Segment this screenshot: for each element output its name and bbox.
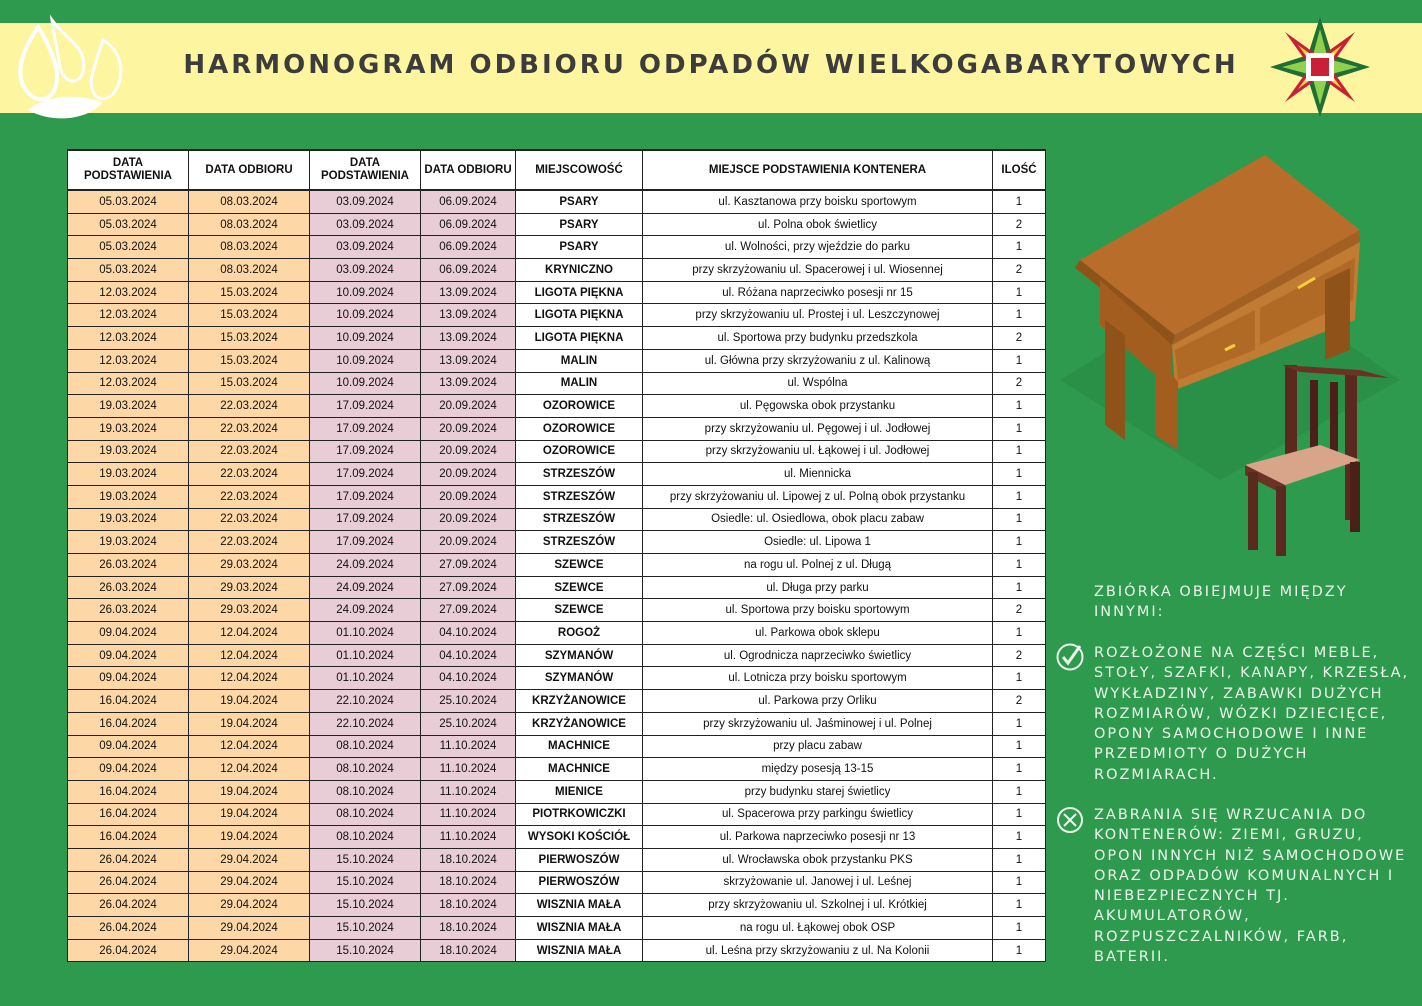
cell-pickup-date-autumn: 11.10.2024 [421,826,516,849]
cell-locality: PSARY [516,190,643,213]
cell-locality: WISZNIA MAŁA [516,917,643,940]
cell-locality: KRZYŻANOWICE [516,690,643,713]
cell-pickup-date-autumn: 20.09.2024 [421,440,516,463]
cell-container-location: przy skrzyżowaniu ul. Szkolnej i ul. Krótkiej [643,894,993,917]
cell-delivery-date-spring: 19.03.2024 [68,508,189,531]
cell-pickup-date-autumn: 13.09.2024 [421,281,516,304]
cell-container-location: ul. Główna przy skrzyżowaniu z ul. Kalinową [643,349,993,372]
table-row [68,213,1046,236]
cell-container-location: przy skrzyżowaniu ul. Pęgowej i ul. Jodłowej [643,417,993,440]
cell-pickup-date-spring: 15.03.2024 [189,281,310,304]
cell-locality: PSARY [516,213,643,236]
cell-delivery-date-spring: 26.04.2024 [68,848,189,871]
cell-delivery-date-autumn: 10.09.2024 [310,304,421,327]
table-row [68,531,1046,554]
cell-pickup-date-spring: 22.03.2024 [189,440,310,463]
cell-pickup-date-autumn: 06.09.2024 [421,213,516,236]
table-row [68,712,1046,735]
cell-container-location: ul. Sportowa przy boisku sportowym [643,599,993,622]
cell-container-location: na rogu ul. Łąkowej obok OSP [643,917,993,940]
cell-locality: PIOTRKOWICZKI [516,803,643,826]
cell-pickup-date-spring: 29.04.2024 [189,894,310,917]
cell-locality: OZOROWICE [516,395,643,418]
folk-emblem-icon [1260,12,1380,122]
cell-delivery-date-autumn: 17.09.2024 [310,531,421,554]
cell-locality: MACHNICE [516,735,643,758]
cell-delivery-date-autumn: 15.10.2024 [310,917,421,940]
collection-schedule-table [67,149,1046,962]
cell-pickup-date-spring: 15.03.2024 [189,349,310,372]
cell-quantity: 1 [993,917,1046,940]
cell-container-location: skrzyżowanie ul. Janowej i ul. Leśnej [643,871,993,894]
cell-pickup-date-spring: 19.04.2024 [189,780,310,803]
cell-pickup-date-autumn: 18.10.2024 [421,894,516,917]
table-row [68,372,1046,395]
cell-container-location: ul. Ogrodnicza naprzeciwko świetlicy [643,644,993,667]
cell-locality: KRYNICZNO [516,259,643,282]
cell-pickup-date-autumn: 13.09.2024 [421,304,516,327]
cell-pickup-date-spring: 19.04.2024 [189,826,310,849]
cell-pickup-date-spring: 22.03.2024 [189,395,310,418]
cell-quantity: 1 [993,712,1046,735]
cell-pickup-date-spring: 12.04.2024 [189,667,310,690]
cell-delivery-date-autumn: 24.09.2024 [310,599,421,622]
cell-quantity: 1 [993,803,1046,826]
cell-delivery-date-autumn: 03.09.2024 [310,236,421,259]
forbidden-items-text: ZABRANIA SIĘ WRZUCANIA DO KONTENERÓW: ZIEMI, GRUZU, OPON INNYCH NIŻ SAMOCHODOWE ORAZ ODPADÓW KOMUNALNYCH I NIEBEZPIECZNYCH TJ. AKUMULATORÓW, ROZPUSZCZALNIKÓW, FARB, BATERII. [1094,807,1407,966]
table-row [68,327,1046,350]
cell-pickup-date-spring: 22.03.2024 [189,531,310,554]
cell-delivery-date-autumn: 01.10.2024 [310,667,421,690]
cell-container-location: ul. Różana naprzeciwko posesji nr 15 [643,281,993,304]
cell-locality: SZEWCE [516,576,643,599]
cell-container-location: ul. Parkowa przy Orliku [643,690,993,713]
cell-container-location: ul. Leśna przy skrzyżowaniu z ul. Na Kolonii [643,939,993,962]
cell-delivery-date-spring: 26.04.2024 [68,894,189,917]
cell-locality: SZEWCE [516,599,643,622]
cell-delivery-date-spring: 26.03.2024 [68,554,189,577]
cell-delivery-date-autumn: 22.10.2024 [310,712,421,735]
cell-container-location: Osiedle: ul. Osiedlowa, obok placu zabaw [643,508,993,531]
cell-locality: STRZESZÓW [516,531,643,554]
cell-pickup-date-spring: 29.04.2024 [189,939,310,962]
cell-locality: STRZESZÓW [516,508,643,531]
cell-delivery-date-autumn: 01.10.2024 [310,622,421,645]
cell-delivery-date-spring: 26.03.2024 [68,599,189,622]
cell-pickup-date-spring: 08.03.2024 [189,213,310,236]
cell-delivery-date-spring: 05.03.2024 [68,236,189,259]
cell-pickup-date-autumn: 06.09.2024 [421,259,516,282]
cell-delivery-date-autumn: 10.09.2024 [310,372,421,395]
cell-pickup-date-spring: 29.04.2024 [189,871,310,894]
cell-pickup-date-autumn: 20.09.2024 [421,508,516,531]
table-row [68,463,1046,486]
cell-locality: SZEWCE [516,554,643,577]
cell-quantity: 1 [993,780,1046,803]
cell-quantity: 1 [993,349,1046,372]
cell-quantity: 1 [993,508,1046,531]
cell-pickup-date-spring: 29.04.2024 [189,848,310,871]
cell-quantity: 1 [993,554,1046,577]
cell-pickup-date-autumn: 18.10.2024 [421,871,516,894]
cell-quantity: 2 [993,213,1046,236]
cell-pickup-date-autumn: 25.10.2024 [421,690,516,713]
table-row [68,554,1046,577]
cell-pickup-date-spring: 22.03.2024 [189,485,310,508]
cell-container-location: ul. Lotnicza przy boisku sportowym [643,667,993,690]
cell-delivery-date-spring: 05.03.2024 [68,213,189,236]
cell-pickup-date-spring: 15.03.2024 [189,327,310,350]
cell-locality: PIERWOSZÓW [516,871,643,894]
cell-delivery-date-spring: 19.03.2024 [68,395,189,418]
cell-quantity: 1 [993,576,1046,599]
cell-quantity: 1 [993,848,1046,871]
cell-pickup-date-spring: 29.03.2024 [189,576,310,599]
cell-delivery-date-spring: 12.03.2024 [68,281,189,304]
cell-locality: OZOROWICE [516,417,643,440]
cell-locality: OZOROWICE [516,440,643,463]
cell-delivery-date-spring: 26.04.2024 [68,871,189,894]
cell-pickup-date-spring: 15.03.2024 [189,372,310,395]
cell-pickup-date-spring: 29.04.2024 [189,917,310,940]
cell-quantity: 1 [993,871,1046,894]
cell-delivery-date-autumn: 15.10.2024 [310,871,421,894]
table-row [68,758,1046,781]
cell-quantity: 1 [993,939,1046,962]
cell-quantity: 1 [993,440,1046,463]
cell-pickup-date-spring: 12.04.2024 [189,644,310,667]
cell-delivery-date-autumn: 08.10.2024 [310,803,421,826]
allowed-items-text: ROZŁOŻONE NA CZĘŚCI MEBLE, STOŁY, SZAFKI, KANAPY, KRZESŁA, WYKŁADZINY, ZABAWKI DUŻYCH ROZMIARÓW, WÓZKI DZIECIĘCE, OPONY SAMOCHODOWE I INNE PRZEDMIOTY O DUŻYCH ROZMIARACH. [1094,645,1410,783]
cell-quantity: 1 [993,395,1046,418]
cell-pickup-date-spring: 08.03.2024 [189,236,310,259]
cell-delivery-date-spring: 12.03.2024 [68,349,189,372]
cell-quantity: 2 [993,644,1046,667]
cell-delivery-date-spring: 12.03.2024 [68,327,189,350]
cell-container-location: przy budynku starej świetlicy [643,780,993,803]
cell-delivery-date-spring: 19.03.2024 [68,440,189,463]
header-pickup-date-autumn: DATA ODBIORU [421,150,516,190]
table-row [68,417,1046,440]
cell-container-location: przy skrzyżowaniu ul. Jaśminowej i ul. Polnej [643,712,993,735]
table-row [68,667,1046,690]
cell-container-location: przy skrzyżowaniu ul. Łąkowej i ul. Jodłowej [643,440,993,463]
cell-container-location: ul. Polna obok świetlicy [643,213,993,236]
table-row [68,917,1046,940]
cell-delivery-date-spring: 05.03.2024 [68,259,189,282]
cell-delivery-date-spring: 16.04.2024 [68,712,189,735]
cell-pickup-date-autumn: 04.10.2024 [421,644,516,667]
cell-pickup-date-spring: 22.03.2024 [189,508,310,531]
cell-pickup-date-spring: 29.03.2024 [189,554,310,577]
cell-delivery-date-spring: 12.03.2024 [68,304,189,327]
cell-pickup-date-autumn: 27.09.2024 [421,599,516,622]
table-row [68,259,1046,282]
cell-quantity: 2 [993,259,1046,282]
cell-delivery-date-autumn: 17.09.2024 [310,395,421,418]
cell-quantity: 1 [993,826,1046,849]
cell-delivery-date-autumn: 03.09.2024 [310,190,421,213]
cell-locality: ROGOŻ [516,622,643,645]
cell-pickup-date-autumn: 06.09.2024 [421,236,516,259]
cell-quantity: 2 [993,599,1046,622]
cell-quantity: 1 [993,417,1046,440]
cell-delivery-date-autumn: 17.09.2024 [310,417,421,440]
cell-delivery-date-spring: 12.03.2024 [68,372,189,395]
cell-delivery-date-spring: 09.04.2024 [68,622,189,645]
cell-delivery-date-autumn: 08.10.2024 [310,780,421,803]
table-row [68,803,1046,826]
cell-pickup-date-autumn: 11.10.2024 [421,780,516,803]
cell-container-location: przy skrzyżowaniu ul. Prostej i ul. Leszczynowej [643,304,993,327]
cell-delivery-date-autumn: 08.10.2024 [310,735,421,758]
cell-delivery-date-autumn: 24.09.2024 [310,576,421,599]
cell-locality: LIGOTA PIĘKNA [516,281,643,304]
cell-delivery-date-spring: 19.03.2024 [68,417,189,440]
cell-delivery-date-autumn: 17.09.2024 [310,440,421,463]
cell-pickup-date-autumn: 13.09.2024 [421,327,516,350]
cell-pickup-date-autumn: 13.09.2024 [421,349,516,372]
page-title: HARMONOGRAM ODBIORU ODPADÓW WIELKOGABARYTOWYCH [183,50,1239,80]
cell-pickup-date-spring: 12.04.2024 [189,758,310,781]
cell-locality: MACHNICE [516,758,643,781]
cell-pickup-date-spring: 29.03.2024 [189,599,310,622]
table-row [68,395,1046,418]
furniture-illustration [1060,150,1410,560]
cell-locality: MALIN [516,372,643,395]
cell-pickup-date-autumn: 20.09.2024 [421,485,516,508]
cell-delivery-date-spring: 16.04.2024 [68,780,189,803]
cell-delivery-date-autumn: 03.09.2024 [310,213,421,236]
cell-delivery-date-spring: 26.04.2024 [68,917,189,940]
cell-pickup-date-autumn: 13.09.2024 [421,372,516,395]
cell-delivery-date-spring: 16.04.2024 [68,690,189,713]
cell-quantity: 2 [993,690,1046,713]
cell-locality: STRZESZÓW [516,463,643,486]
cell-delivery-date-spring: 09.04.2024 [68,667,189,690]
cell-quantity: 2 [993,327,1046,350]
cell-pickup-date-spring: 12.04.2024 [189,735,310,758]
cell-delivery-date-autumn: 10.09.2024 [310,281,421,304]
table-row [68,190,1046,213]
cell-pickup-date-autumn: 20.09.2024 [421,395,516,418]
cell-container-location: ul. Parkowa naprzeciwko posesji nr 13 [643,826,993,849]
cell-pickup-date-spring: 08.03.2024 [189,190,310,213]
cell-pickup-date-autumn: 18.10.2024 [421,917,516,940]
table-row [68,644,1046,667]
header-quantity: ILOŚĆ [993,150,1046,190]
cell-locality: SZYMANÓW [516,667,643,690]
table-row [68,871,1046,894]
cell-container-location: ul. Kasztanowa przy boisku sportowym [643,190,993,213]
cell-locality: MALIN [516,349,643,372]
cell-locality: LIGOTA PIĘKNA [516,327,643,350]
cell-locality: WYSOKI KOŚCIÓŁ [516,826,643,849]
cell-locality: KRZYŻANOWICE [516,712,643,735]
cell-delivery-date-spring: 09.04.2024 [68,644,189,667]
cell-quantity: 1 [993,622,1046,645]
cell-locality: WISZNIA MAŁA [516,939,643,962]
cell-container-location: ul. Wolności, przy wjeździe do parku [643,236,993,259]
table-row [68,440,1046,463]
cell-delivery-date-autumn: 15.10.2024 [310,939,421,962]
header-delivery-date-spring: DATA PODSTAWIENIA [68,150,189,190]
check-circle-icon [1055,642,1085,672]
cell-pickup-date-autumn: 25.10.2024 [421,712,516,735]
cell-pickup-date-autumn: 20.09.2024 [421,531,516,554]
cell-quantity: 2 [993,372,1046,395]
cell-pickup-date-spring: 22.03.2024 [189,417,310,440]
cell-quantity: 1 [993,463,1046,486]
cell-delivery-date-autumn: 08.10.2024 [310,758,421,781]
table-row [68,735,1046,758]
cell-delivery-date-autumn: 24.09.2024 [310,554,421,577]
cell-container-location: ul. Długa przy parku [643,576,993,599]
cell-quantity: 1 [993,894,1046,917]
cell-container-location: ul. Wspólna [643,372,993,395]
cell-delivery-date-autumn: 17.09.2024 [310,463,421,486]
cell-delivery-date-autumn: 15.10.2024 [310,848,421,871]
cell-container-location: ul. Miennicka [643,463,993,486]
cell-container-location: ul. Wrocławska obok przystanku PKS [643,848,993,871]
header-container-location: MIEJSCE PODSTAWIENIA KONTENERA [643,150,993,190]
table-row [68,508,1046,531]
cell-quantity: 1 [993,190,1046,213]
cell-quantity: 1 [993,304,1046,327]
table-row [68,349,1046,372]
cell-pickup-date-autumn: 20.09.2024 [421,417,516,440]
cell-pickup-date-spring: 19.04.2024 [189,803,310,826]
collection-intro-text: ZBIÓRKA OBIEJMUJE MIĘDZY INNYMI: [1094,584,1348,621]
table-row [68,304,1046,327]
x-circle-icon [1056,806,1084,834]
cell-pickup-date-autumn: 04.10.2024 [421,622,516,645]
cell-pickup-date-spring: 22.03.2024 [189,463,310,486]
cell-locality: STRZESZÓW [516,485,643,508]
water-drops-logo-icon [8,12,128,127]
cell-container-location: przy skrzyżowaniu ul. Lipowej z ul. Polną obok przystanku [643,485,993,508]
cell-delivery-date-autumn: 15.10.2024 [310,894,421,917]
table-row [68,848,1046,871]
table-row [68,236,1046,259]
cell-locality: WISZNIA MAŁA [516,894,643,917]
cell-pickup-date-autumn: 04.10.2024 [421,667,516,690]
table-row [68,622,1046,645]
cell-pickup-date-autumn: 06.09.2024 [421,190,516,213]
cell-container-location: między posesją 13-15 [643,758,993,781]
cell-container-location: ul. Pęgowska obok przystanku [643,395,993,418]
table-row [68,894,1046,917]
cell-delivery-date-autumn: 08.10.2024 [310,826,421,849]
cell-quantity: 1 [993,735,1046,758]
cell-container-location: przy placu zabaw [643,735,993,758]
cell-pickup-date-autumn: 20.09.2024 [421,463,516,486]
cell-pickup-date-autumn: 27.09.2024 [421,554,516,577]
cell-pickup-date-spring: 12.04.2024 [189,622,310,645]
cell-locality: LIGOTA PIĘKNA [516,304,643,327]
cell-delivery-date-autumn: 03.09.2024 [310,259,421,282]
cell-pickup-date-autumn: 11.10.2024 [421,758,516,781]
cell-container-location: ul. Spacerowa przy parkingu świetlicy [643,803,993,826]
cell-locality: MIENICE [516,780,643,803]
cell-delivery-date-spring: 26.03.2024 [68,576,189,599]
cell-pickup-date-autumn: 18.10.2024 [421,939,516,962]
cell-quantity: 1 [993,485,1046,508]
cell-delivery-date-autumn: 10.09.2024 [310,327,421,350]
table-row [68,485,1046,508]
cell-pickup-date-autumn: 11.10.2024 [421,735,516,758]
cell-locality: SZYMANÓW [516,644,643,667]
cell-pickup-date-spring: 15.03.2024 [189,304,310,327]
table-row [68,281,1046,304]
header-pickup-date-spring: DATA ODBIORU [189,150,310,190]
cell-delivery-date-spring: 05.03.2024 [68,190,189,213]
table-row [68,599,1046,622]
cell-delivery-date-spring: 19.03.2024 [68,485,189,508]
header-locality: MIEJSCOWOŚĆ [516,150,643,190]
cell-locality: PSARY [516,236,643,259]
cell-pickup-date-spring: 08.03.2024 [189,259,310,282]
table-row [68,780,1046,803]
cell-locality: PIERWOSZÓW [516,848,643,871]
cell-container-location: przy skrzyżowaniu ul. Spacerowej i ul. Wiosennej [643,259,993,282]
cell-pickup-date-autumn: 27.09.2024 [421,576,516,599]
cell-delivery-date-spring: 16.04.2024 [68,826,189,849]
cell-container-location: ul. Parkowa obok sklepu [643,622,993,645]
cell-pickup-date-spring: 19.04.2024 [189,690,310,713]
table-row [68,576,1046,599]
header-delivery-date-autumn: DATA PODSTAWIENIA [310,150,421,190]
table-row [68,826,1046,849]
cell-quantity: 1 [993,531,1046,554]
cell-quantity: 1 [993,667,1046,690]
cell-delivery-date-spring: 19.03.2024 [68,531,189,554]
cell-delivery-date-spring: 16.04.2024 [68,803,189,826]
table-row [68,690,1046,713]
table-row [68,939,1046,962]
cell-container-location: ul. Sportowa przy budynku przedszkola [643,327,993,350]
cell-delivery-date-autumn: 17.09.2024 [310,485,421,508]
cell-delivery-date-autumn: 01.10.2024 [310,644,421,667]
cell-delivery-date-autumn: 17.09.2024 [310,508,421,531]
cell-delivery-date-spring: 26.04.2024 [68,939,189,962]
cell-container-location: na rogu ul. Polnej z ul. Długą [643,554,993,577]
cell-pickup-date-spring: 19.04.2024 [189,712,310,735]
cell-container-location: Osiedle: ul. Lipowa 1 [643,531,993,554]
cell-quantity: 1 [993,236,1046,259]
table-header-row [68,150,1046,190]
cell-delivery-date-spring: 09.04.2024 [68,735,189,758]
cell-delivery-date-autumn: 10.09.2024 [310,349,421,372]
cell-delivery-date-autumn: 22.10.2024 [310,690,421,713]
cell-pickup-date-autumn: 18.10.2024 [421,848,516,871]
cell-pickup-date-autumn: 11.10.2024 [421,803,516,826]
cell-quantity: 1 [993,281,1046,304]
cell-delivery-date-spring: 09.04.2024 [68,758,189,781]
cell-delivery-date-spring: 19.03.2024 [68,463,189,486]
cell-quantity: 1 [993,758,1046,781]
